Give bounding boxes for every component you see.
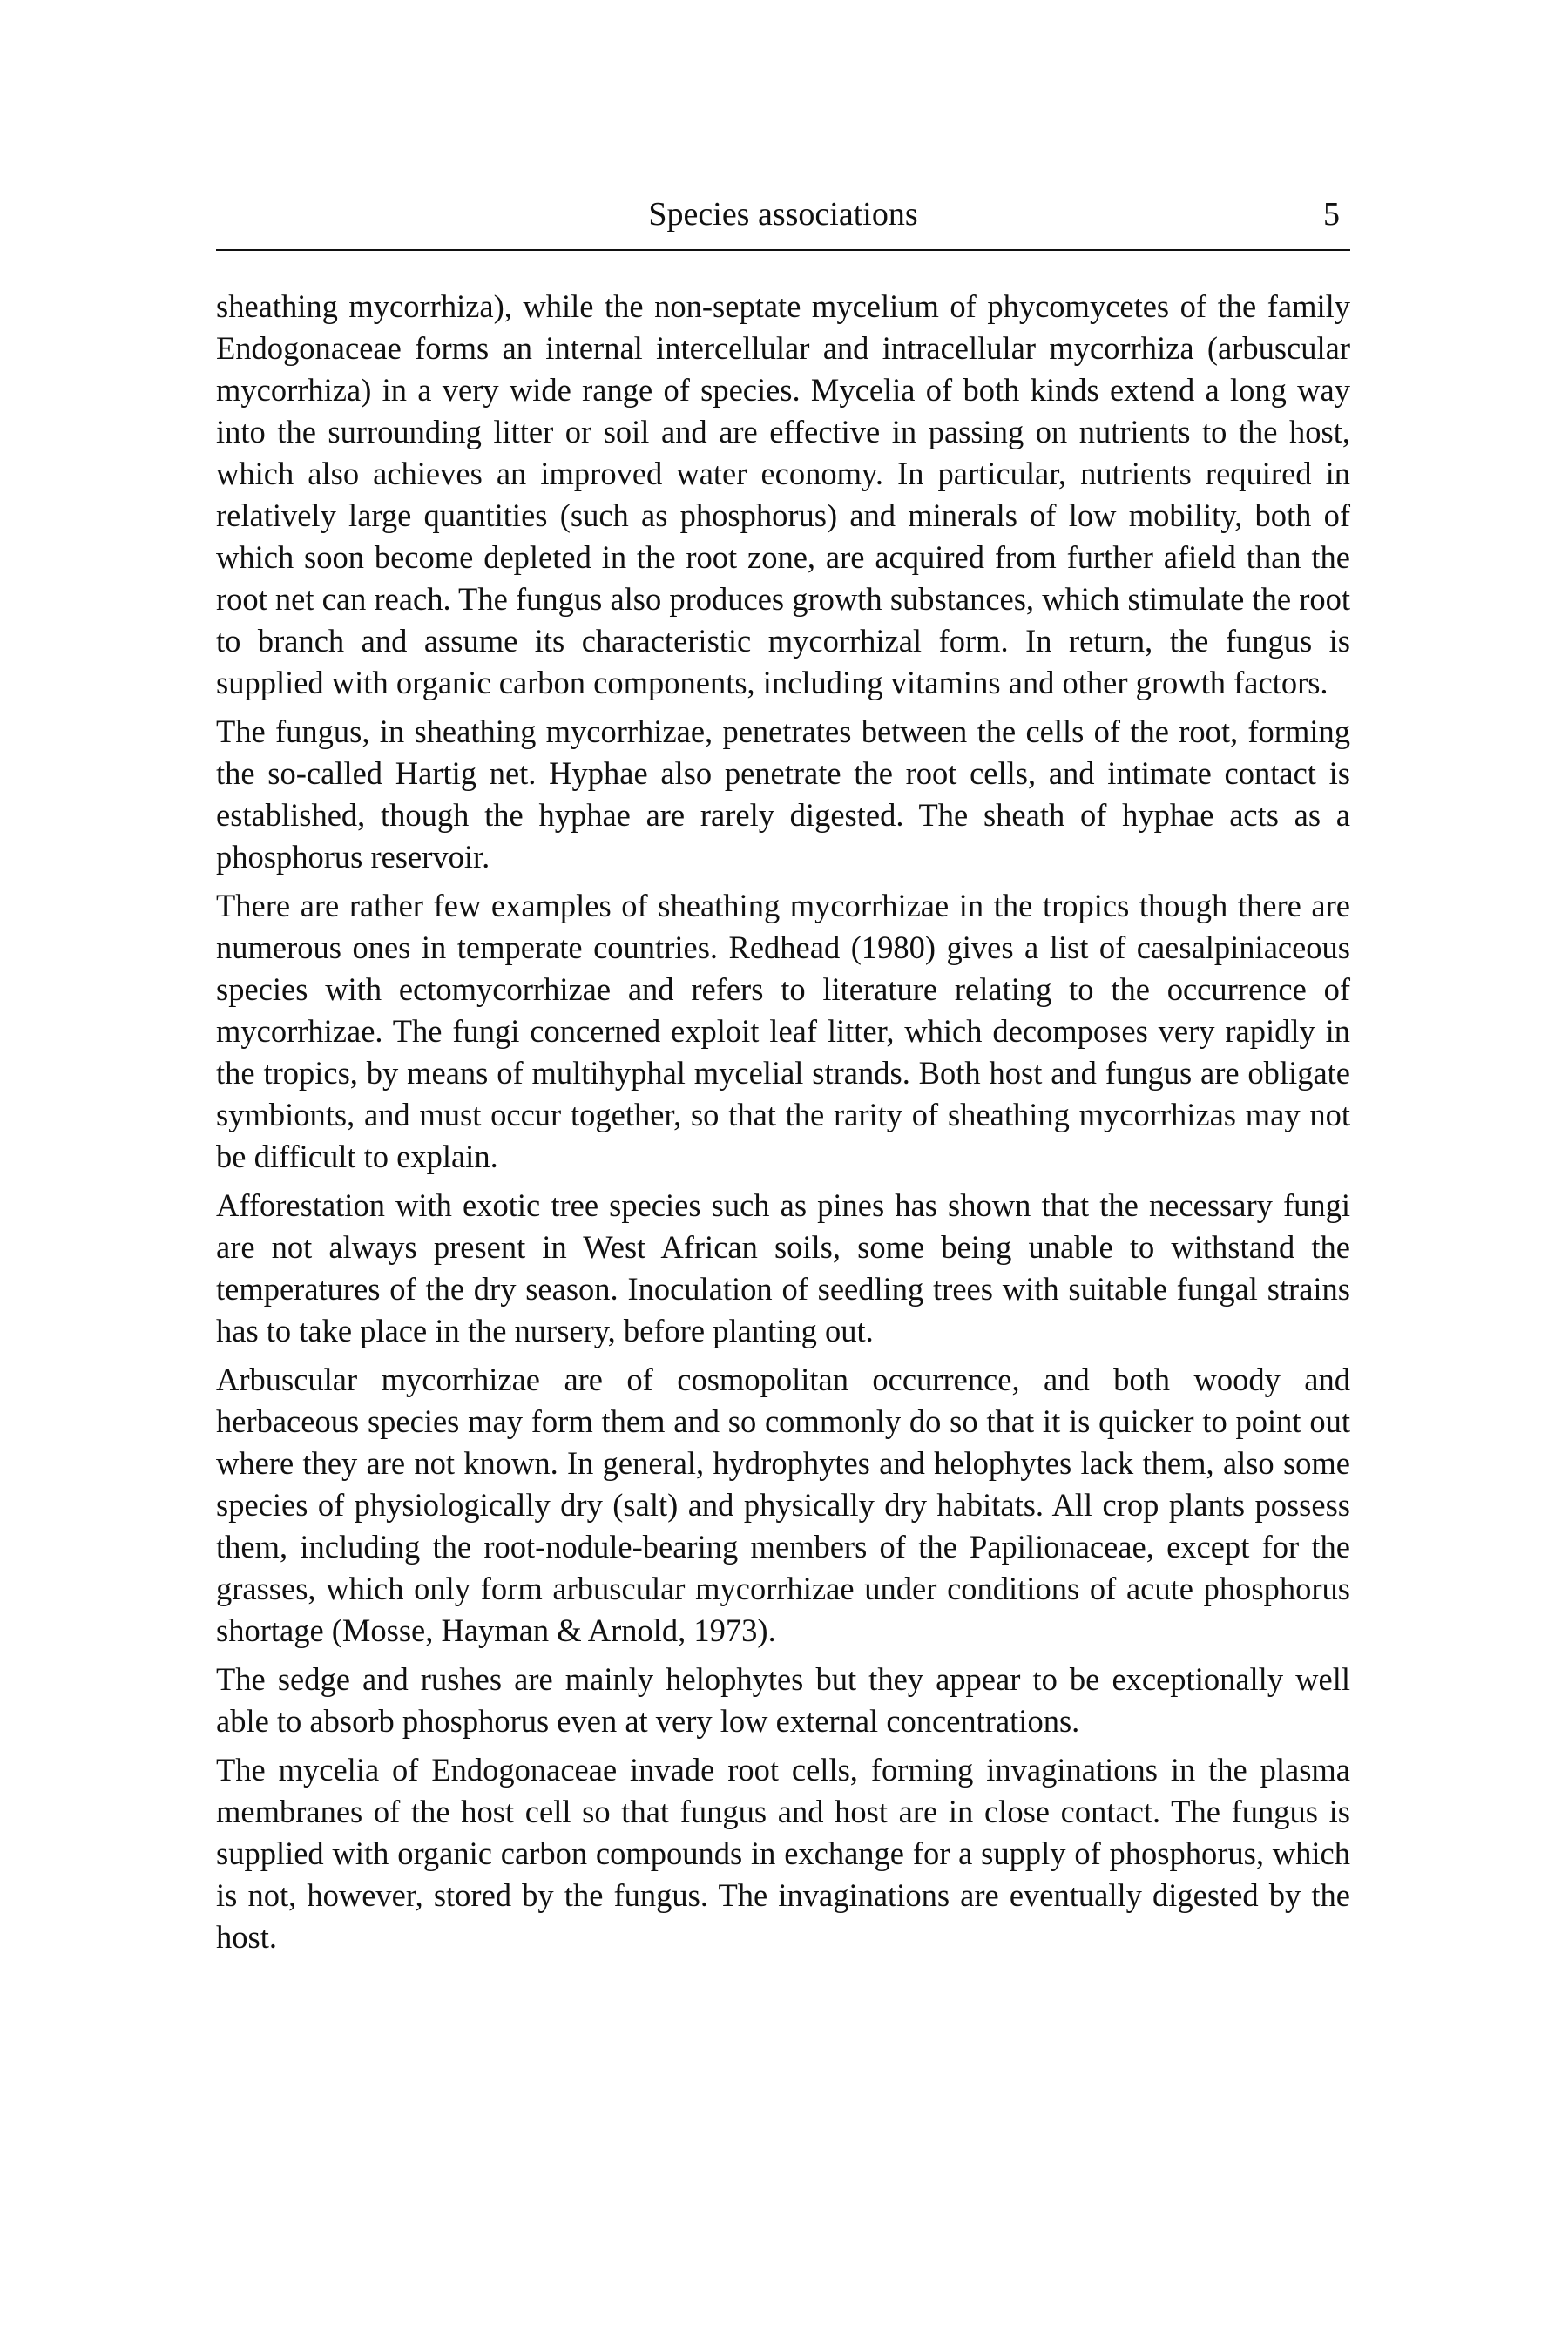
paragraph-sedges: The sedge and rushes are mainly helophytes but they appear to be exceptionally well able to absorb phosphorus even at very low external concentrations. [216, 1661, 1350, 1739]
paragraph-endogonaceae: The mycelia of Endogonaceae invade root cells, forming invaginations in the plasma membranes of the host cell so that fungus and host are in close contact. The fungus is supplied with organic carbon compounds in exchange for a supply of phosphorus, which is not, however, stored by the fungus. The invaginations are eventually digested by the host. [216, 1752, 1350, 1955]
paragraph-tropics: There are rather few examples of sheathing mycorrhizae in the tropics though there are numerous ones in temperate countries. Redhead (1980) gives a list of caesalpiniaceous species with ectomycorrhizae and refers to literature relating to the occurrence of mycorrhizae. The fungi concerned exploit leaf litter, which decomposes very rapidly in the tropics, by means of multihyphal mycelial strands. Both host and fungus are obligate symbionts, and must occur together, so that the rarity of sheathing mycorrhizas may not be difficult to explain. [216, 888, 1350, 1174]
body-text [216, 286, 1350, 1965]
page-number: 5 [1323, 196, 1340, 233]
paragraph-arbuscular: Arbuscular mycorrhizae are of cosmopolitan occurrence, and both woody and herbaceous species may form them and so commonly do so that it is quicker to point out where they are not known. In general, hydrophytes and helophytes lack them, also some species of physiologically dry (salt) and physically dry habitats. All crop plants possess them, including the root-nodule-bearing members of the Papilionaceae, except for the grasses, which only form arbuscular mycorrhizae under conditions of acute phosphorus shortage (Mosse, Hayman & Arnold, 1973). [216, 1362, 1350, 1648]
paragraph-hartig-net: The fungus, in sheathing mycorrhizae, penetrates between the cells of the root, forming the so-called Hartig net. Hyphae also penetrate the root cells, and intimate contact is established, though the hyphae are rarely digested. The sheath of hyphae acts as a phosphorus reservoir. [216, 713, 1350, 875]
header-rule [216, 249, 1350, 251]
running-head [216, 190, 1350, 246]
paragraph-continued: sheathing mycorrhiza), while the non-septate mycelium of phycomycetes of the family Endogonaceae forms an internal intercellular and intracellular mycorrhiza (arbuscular mycorrhiza) in a very wide range of species. Mycelia of both kinds extend a long way into the surrounding litter or soil and are effective in passing on nutrients to the host, which also achieves an improved water economy. In particular, nutrients required in relatively large quantities (such as phosphorus) and minerals of low mobility, both of which soon become depleted in the root zone, are acquired from further afield than the root net can reach. The fungus also produces growth substances, which stimulate the root to branch and assume its characteristic mycorrhizal form. In return, the fungus is supplied with organic carbon components, including vitamins and other growth factors. [216, 288, 1350, 700]
running-title: Species associations [648, 196, 918, 233]
paragraph-afforestation: Afforestation with exotic tree species such as pines has shown that the necessary fungi are not always present in West African soils, some being unable to withstand the temperatures of the dry season. Inoculation of seedling trees with suitable fungal strains has to take place in the nursery, before planting out. [216, 1187, 1350, 1348]
